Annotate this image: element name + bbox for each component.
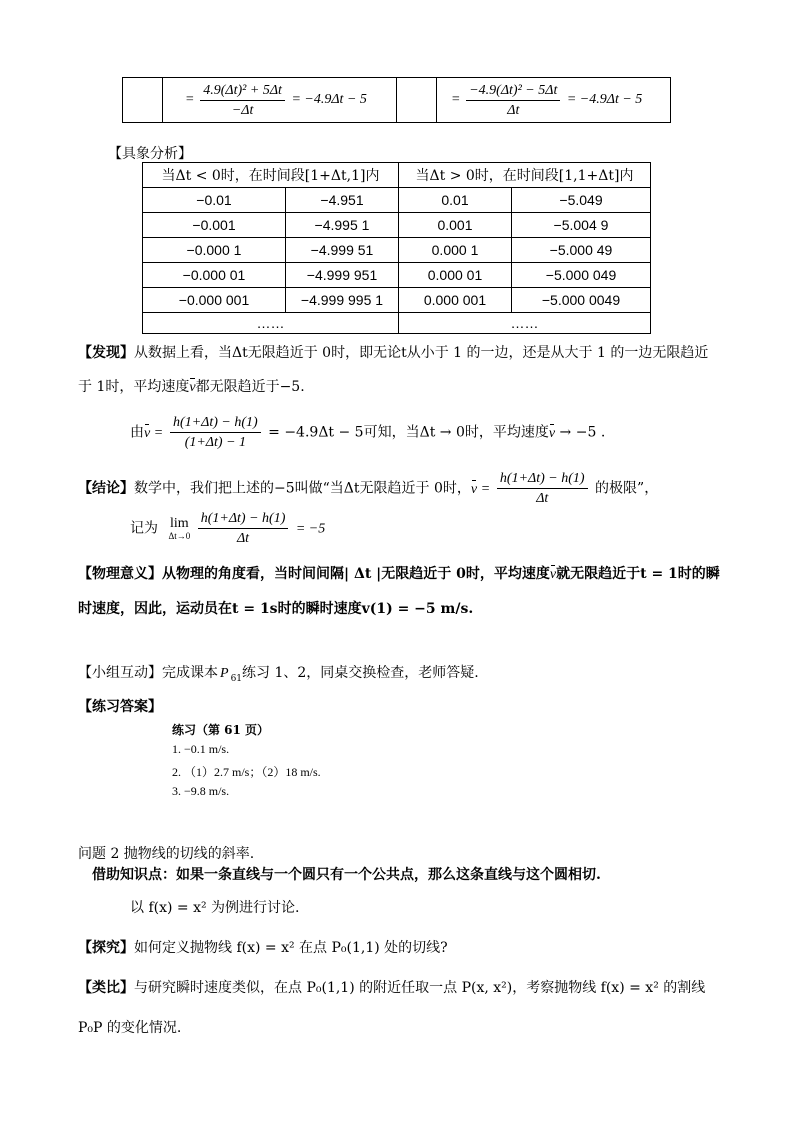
physics-label: 【物理意义】 bbox=[78, 566, 162, 582]
analogy-text-1: 与研究瞬时速度类似，在点 P₀(1,1) 的附近任取一点 P(x, x²)，考察抛物线 f(x) = x² 的割线 bbox=[134, 980, 706, 996]
header-right: 当Δt > 0时，在时间段[1,1+Δt]内 bbox=[399, 163, 651, 188]
physics-line-1 bbox=[78, 563, 720, 583]
conclusion-text-a: 数学中，我们把上述的−5叫做“当Δt无限趋近于 0时， bbox=[134, 480, 471, 497]
right-numerator: −4.9(Δt)² − 5Δt bbox=[466, 82, 560, 101]
lim-symbol bbox=[168, 517, 190, 541]
table-cell: −0.000 01 bbox=[143, 263, 286, 288]
right-eq: = bbox=[451, 92, 460, 108]
answers-title: 练习（第 61 页） bbox=[172, 723, 270, 737]
conclusion-fraction bbox=[497, 470, 588, 507]
table-cell: 0.01 bbox=[399, 188, 512, 213]
physics-text-1a: 从物理的角度看，当时间间隔| Δt |无限趋近于 0时，平均速度 bbox=[162, 566, 550, 582]
table-row-ellipsis bbox=[143, 313, 651, 334]
discovery-line-2 bbox=[78, 376, 305, 396]
table-cell: −0.000 001 bbox=[143, 288, 286, 313]
header-left: 当Δt < 0时，在时间段[1+Δt,1]内 bbox=[143, 163, 399, 188]
problem2-knowledge: 借助知识点：如果一条直线与一个圆只有一个公共点，那么这条直线与这个圆相切. bbox=[92, 867, 601, 883]
formula-fraction bbox=[170, 414, 261, 451]
discovery-label: 【发现】 bbox=[78, 345, 134, 361]
table-cell: −0.000 1 bbox=[143, 238, 286, 263]
table-cell: −4.999 951 bbox=[286, 263, 399, 288]
answer-item-2: 2. （1）2.7 m/s；（2）18 m/s. bbox=[172, 765, 321, 779]
formula-denominator: (1+Δt) − 1 bbox=[184, 435, 247, 450]
explore-text: 如何定义抛物线 f(x) = x² 在点 P₀(1,1) 处的切线? bbox=[134, 940, 448, 956]
formula-row-table bbox=[122, 77, 671, 123]
right-fraction bbox=[466, 82, 560, 119]
blank-cell bbox=[123, 78, 163, 123]
left-numerator: 4.9(Δt)² + 5Δt bbox=[200, 82, 285, 101]
table-cell: −5.000 049 bbox=[512, 263, 651, 288]
left-fraction bbox=[200, 82, 285, 119]
analysis-label: 【具象分析】 bbox=[108, 146, 192, 162]
formula-middle: = −4.9Δt − 5可知，当Δt → 0时，平均速度 bbox=[268, 424, 549, 441]
answer-item-3: 3. −9.8 m/s. bbox=[172, 784, 230, 798]
group-text-b: 练习 1、2，同桌交换检查，老师答疑. bbox=[242, 665, 479, 681]
table-cell: 0.000 01 bbox=[399, 263, 512, 288]
limit-result: = −5 bbox=[295, 521, 326, 537]
left-formula-cell bbox=[162, 78, 396, 123]
table-cell: 0.001 bbox=[399, 213, 512, 238]
blank-cell bbox=[396, 78, 436, 123]
lim-subscript: Δt→0 bbox=[168, 530, 191, 541]
limit-fraction bbox=[198, 510, 289, 547]
explore-line bbox=[78, 937, 448, 957]
ellipsis-cell: …… bbox=[399, 313, 651, 334]
table-cell: 0.000 1 bbox=[399, 238, 512, 263]
left-eq: = bbox=[185, 92, 194, 108]
table-cell: −0.01 bbox=[143, 188, 286, 213]
analogy-label: 【类比】 bbox=[78, 980, 134, 996]
formula-numerator: h(1+Δt) − h(1) bbox=[170, 414, 261, 433]
left-result: = −4.9Δt − 5 bbox=[291, 92, 367, 108]
table-cell: −4.999 51 bbox=[286, 238, 399, 263]
answer-item-1: 1. −0.1 m/s. bbox=[172, 742, 230, 756]
right-result: = −4.9Δt − 5 bbox=[566, 92, 643, 108]
table-row bbox=[143, 263, 651, 288]
p-subscript: 61 bbox=[230, 673, 243, 684]
formula-eq: = bbox=[154, 425, 163, 441]
formula-prefix: 由 bbox=[130, 424, 144, 441]
table-cell: −5.000 49 bbox=[512, 238, 651, 263]
table-header-row bbox=[143, 163, 651, 188]
conclusion-line bbox=[78, 470, 658, 507]
limit-notation bbox=[130, 510, 325, 547]
limit-denominator: Δt bbox=[236, 531, 250, 546]
table-cell: −5.004 9 bbox=[512, 213, 651, 238]
table-cell: −5.049 bbox=[512, 188, 651, 213]
table-cell: −4.995 1 bbox=[286, 213, 399, 238]
limit-prefix: 记为 bbox=[130, 520, 158, 537]
table-cell: −4.999 995 1 bbox=[286, 288, 399, 313]
group-label: 【小组互动】 bbox=[78, 665, 162, 681]
right-formula-cell bbox=[436, 78, 670, 123]
physics-text-1b: 就无限趋近于t = 1时的瞬 bbox=[556, 566, 720, 582]
table-cell: −5.000 0049 bbox=[512, 288, 651, 313]
analogy-line-1 bbox=[78, 977, 705, 997]
table-row bbox=[143, 213, 651, 238]
formula-end: → −5 . bbox=[559, 424, 606, 441]
group-line bbox=[78, 662, 479, 684]
physics-line-2: 时速度，因此，运动员在t = 1s时的瞬时速度v(1) = −5 m/s. bbox=[78, 601, 474, 617]
table-cell: 0.000 001 bbox=[399, 288, 512, 313]
conclusion-text-b: 的极限”， bbox=[595, 480, 659, 497]
table-row bbox=[143, 288, 651, 313]
discovery-text-2a: 于 1时，平均速度 bbox=[78, 379, 190, 395]
left-denominator: −Δt bbox=[231, 102, 254, 118]
conclusion-numerator: h(1+Δt) − h(1) bbox=[497, 470, 588, 489]
answers-label: 【练习答案】 bbox=[78, 699, 162, 715]
table-cell: −0.001 bbox=[143, 213, 286, 238]
p-symbol: P bbox=[220, 666, 229, 681]
lim-text: lim bbox=[170, 515, 189, 531]
v-bar: v bbox=[189, 380, 196, 395]
table-row bbox=[143, 188, 651, 213]
discovery-text-2b: 都无限趋近于−5. bbox=[195, 379, 305, 395]
conclusion-eq: = bbox=[481, 481, 490, 497]
table-cell: −4.951 bbox=[286, 188, 399, 213]
conclusion-label: 【结论】 bbox=[78, 480, 134, 497]
discovery-formula bbox=[130, 414, 605, 451]
conclusion-denominator: Δt bbox=[536, 491, 549, 506]
limit-numerator: h(1+Δt) − h(1) bbox=[198, 510, 289, 529]
v-bar: v bbox=[470, 481, 478, 497]
problem2-title: 问题 2 抛物线的切线的斜率. bbox=[78, 846, 255, 862]
table-row bbox=[143, 238, 651, 263]
problem2-example: 以 f(x) = x² 为例进行讨论. bbox=[130, 900, 300, 916]
group-text-a: 完成课本 bbox=[162, 665, 218, 681]
v-bar: v bbox=[549, 567, 557, 582]
ellipsis-cell: …… bbox=[143, 313, 399, 334]
explore-label: 【探究】 bbox=[78, 940, 134, 956]
discovery-text-1: 从数据上看，当Δt无限趋近于 0时，即无论t从小于 1 的一边，还是从大于 1 的一边无限趋近 bbox=[134, 345, 709, 361]
right-denominator: Δt bbox=[507, 102, 520, 118]
v-bar: v bbox=[144, 425, 151, 441]
analogy-line-2: P₀P 的变化情况. bbox=[78, 1020, 182, 1036]
v-bar: v bbox=[548, 425, 556, 441]
data-table bbox=[142, 162, 651, 334]
discovery-line-1 bbox=[78, 342, 708, 362]
